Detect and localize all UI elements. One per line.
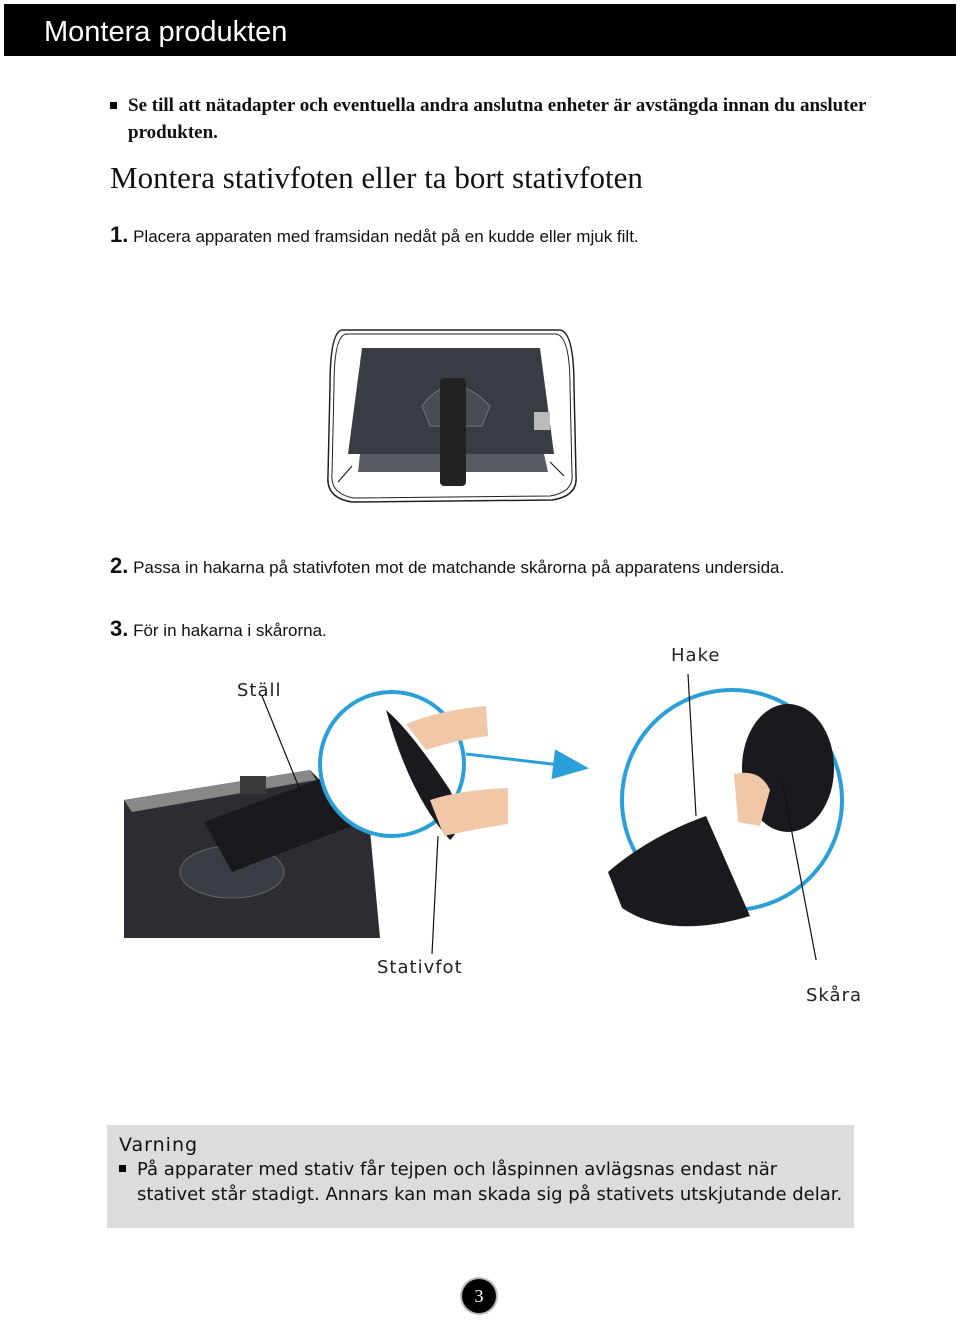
page-header	[4, 4, 956, 56]
stand-neck	[440, 378, 466, 486]
step-1	[110, 222, 639, 248]
warning-title: Varning	[119, 1134, 199, 1156]
step-3-text: För in hakarna i skårorna.	[128, 621, 327, 640]
safety-note-text: Se till att nätadapter och eventuella andra anslutna enheter är avstängda innan du ansluter produkten.	[128, 95, 867, 143]
stand-mounting-illustration	[110, 640, 870, 960]
side-bracket	[534, 412, 550, 430]
step-3	[110, 616, 327, 642]
label-hake: Hake	[671, 645, 721, 666]
label-stativfot: Stativfot	[377, 957, 463, 978]
step-2-number: 2.	[110, 553, 129, 578]
bullet-icon	[119, 1165, 126, 1172]
step-2-text: Passa in hakarna på stativfoten mot de matchande skårorna på apparatens undersida.	[128, 558, 785, 577]
step-1-number: 1.	[110, 222, 129, 247]
label-stall: Ställ	[237, 680, 282, 701]
safety-note	[110, 92, 870, 146]
warning-text: På apparater med stativ får tejpen och låspinnen avlägsnas endast när stativet står stadigt. Annars kan man skada sig på stativets utskjutande delar.	[137, 1159, 843, 1205]
step-1-text: Placera apparaten med framsidan nedåt på en kudde eller mjuk filt.	[128, 227, 639, 246]
page-number: 3	[462, 1279, 496, 1313]
warning-box	[107, 1125, 854, 1228]
stand-clip	[240, 776, 266, 794]
step-2	[110, 553, 784, 579]
page-title: Montera produkten	[44, 16, 288, 48]
leader-stativfot	[432, 836, 438, 954]
section-title: Montera stativfoten eller ta bort stativfoten	[110, 160, 643, 195]
monitor-facedown-illustration	[322, 326, 580, 508]
direction-arrow	[466, 754, 586, 768]
bullet-icon	[110, 102, 117, 109]
label-skara: Skåra	[806, 985, 862, 1006]
step-3-number: 3.	[110, 616, 129, 641]
